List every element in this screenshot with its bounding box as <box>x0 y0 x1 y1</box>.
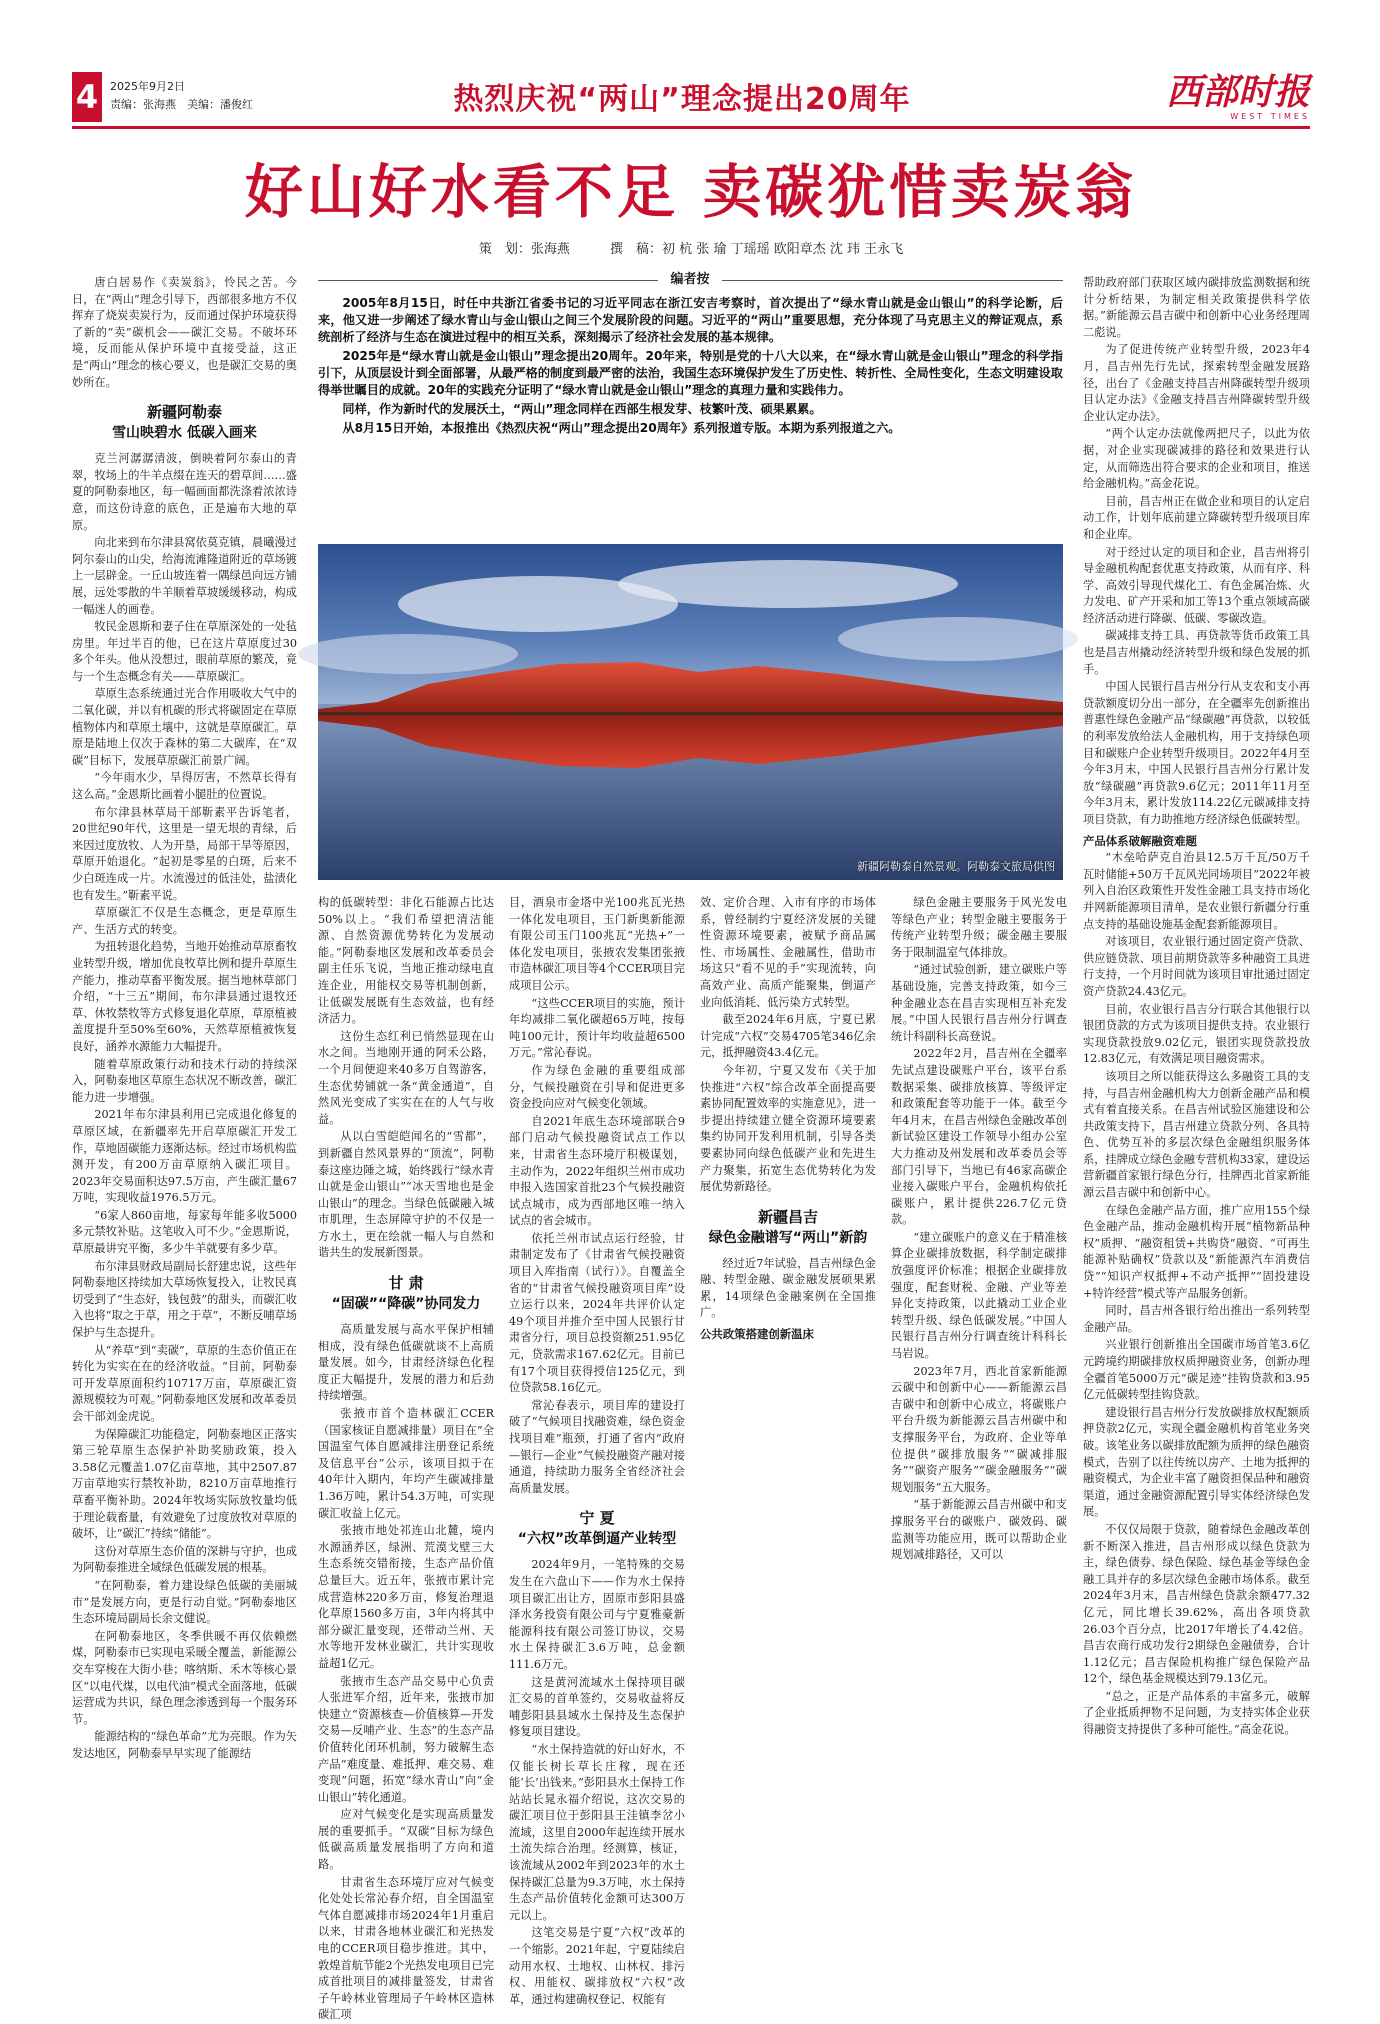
page-header <box>72 72 1310 124</box>
masthead-english: WEST TIMES <box>1230 112 1310 121</box>
body-paragraph: 随着草原政策行动和技术行动的持续深入，阿勒泰地区草原生态状况不断改善，碳汇能力进一步增强。 <box>72 1057 297 1104</box>
body-paragraph: “在阿勒泰，着力建设绿色低碳的美丽城市”是发展方向，更是行动自觉。”阿勒泰地区生态环境局副局长余文健说。 <box>72 1578 297 1626</box>
body-paragraph: “水土保持造就的好山好水，不仅能长树长草长庄稼，现在还能‘长’出钱来。”彭阳县水土保持工作站站长晁永福介绍说，这次交易的碳汇项目位于彭阳县王洼镇李岔小流域，这里自2000年起连续开展水土流失综合治理。经测算，核证，该流域从2002年到2023年的水土保持碳汇总量为9.3万吨，水土保持生态产品价值转化金额可达300万元以上。 <box>509 1742 685 1922</box>
body-paragraph: “两个认定办法就像两把尺子，以此为依据，对企业实现碳减排的路径和效果进行认定，从而筛选出符合要求的企业和项目，推送给金融机构。”高金花说。 <box>1083 427 1310 491</box>
body-paragraph: 依托兰州市试点运行经验，甘肃制定发布了《甘肃省气候投融资项目入库指南（试行）》。自覆盖全省的“甘肃省气候投融资项目库”设立运行以来，2024年共评价认定49个项目并推介至中国人民银行甘肃省分行，项目总投资额251.95亿元，贷款需求167.62亿元。目前已有17个项目获得授信125亿元，到位贷款58.16亿元。 <box>509 1231 685 1395</box>
body-paragraph: 经过近7年试验，昌吉州绿色金融、转型金融、碳金融发展硕果累累，14项绿色金融案例在全国推广。 <box>700 1256 876 1320</box>
issue-meta <box>110 78 253 114</box>
body-paragraph: 草原生态系统通过光合作用吸收大气中的二氧化碳，并以有机碳的形式将碳固定在草原植物体内和草原土壤中，这就是草原碳汇。草原是陆地上仅次于森林的第二大碳库，在“双碳”目标下，发展草原碳汇前景广阔。 <box>72 687 297 767</box>
section-heading-changji <box>700 1206 876 1248</box>
body-paragraph: “6家人860亩地，每家每年能多收5000多元禁牧补贴。这笔收入可不少。”金恩斯说，草原最讲究平衡，多少牛羊就要有多少草。 <box>72 1208 297 1256</box>
section-heading-altay <box>72 401 297 443</box>
body-paragraph: 帮助政府部门获取区域内碳排放监测数据和统计分析结果，为制定相关政策提供科学依据。”新能源云昌吉碳中和创新中心业务经理周二彪说。 <box>1083 276 1310 339</box>
body-paragraph: 效、定价合理、入市有序的市场体系，曾经制约宁夏经济发展的关键性资源环境要素，被赋予商品属性、市场属性、金融属性，借助市场这只“看不见的手”实现流转，向高效产业、高质产能聚集，倒逼产业向低消耗、低污染方式转型。 <box>700 896 876 1009</box>
main-headline: 好山好水看不足 卖碳犹惜卖炭翁 <box>244 158 1138 226</box>
body-paragraph: 这笔交易是宁夏“六权”改革的一个缩影。2021年起，宁夏陆续启动用水权、土地权、山林权、排污权、用能权、碳排放权“六权”改革，通过构建确权登记、权能有 <box>509 1926 685 2006</box>
body-paragraph: 中国人民银行昌吉州分行从支农和支小再贷款额度切分出一部分，在全疆率先创新推出普惠性绿色金融产品“绿碳融”再贷款，以较低的利率发放给法人金融机构，用于支持绿色项目和碳账户企业转型升级项目。2022年4月至今年3月末，中国人民银行昌吉州分行累计发放“绿碳融”再贷款9.6亿元；2011年11月至今年3月末，累计发放114.22亿元碳减排支持项目贷款，有力助推地方经济绿色低碳转型。 <box>1083 680 1310 826</box>
editors-credit: 责编：张海燕 美编：潘俊红 <box>110 98 253 111</box>
body-paragraph: “今年雨水少，旱得厉害，不然草长得有这么高。”金恩斯比画着小腿肚的位置说。 <box>72 771 297 802</box>
issue-date: 2025年9月2日 <box>110 80 185 93</box>
body-paragraph: 从“养草”到“卖碳”，草原的生态价值正在转化为实实在在的经济收益。“目前，阿勒泰可开发草原面积约10717万亩，草原碳汇资源规模较为可观。”阿勒泰地区发展和改革委员会干部刘金虎说。 <box>72 1343 297 1423</box>
section-region: 宁 夏 <box>579 1509 615 1528</box>
editor-note-paragraph: 2005年8月15日，时任中共浙江省委书记的习近平同志在浙江安吉考察时，首次提出了“绿水青山就是金山银山”的科学论断，后来，他又进一步阐述了绿水青山与金山银山之间三个发展阶段的问题。习近平的“两山”重要思想，充分体现了马克思主义的辩证观点，系统剖析了经济与生态在演进过程中的相互关系，深刻揭示了经济社会发展的基本规律。 <box>318 296 1063 344</box>
body-paragraph: 为保障碳汇功能稳定，阿勒泰地区正落实第三轮草原生态保护补助奖励政策，投入3.58亿元覆盖1.07亿亩草地，其中2507.87万亩草地实行禁牧补助，8210万亩草地推行草畜平衡补助。2024年牧场实际放牧量均低于理论载畜量，有效避免了过度放牧对草原的破坏，让“碳汇”持续“储能”。 <box>72 1427 297 1541</box>
body-paragraph: 张掖市地处祁连山北麓，境内水源涵养区，绿洲、荒漠戈壁三大生态系统交错衔接，生态产品价值总量巨大。近五年，张掖市累计完成营造林220多万亩，修复治理退化草原1560多万亩，3年内将其中部分碳汇量变现，还带动兰州、天水等地开发林业碳汇，共计实现收益超1亿元。 <box>318 1524 494 1670</box>
body-paragraph: 对该项目，农业银行通过固定资产贷款、供应链贷款、项目前期贷款等多种融资工具进行支持，一个月时间就为该项目审批通过固定资产贷款24.43亿元。 <box>1083 935 1310 998</box>
masthead-logo <box>1166 72 1310 121</box>
minor-heading: 产品体系破解融资难题 <box>1083 833 1197 848</box>
body-paragraph: 布尔津县财政局副局长舒建忠说，这些年阿勒泰地区持续加大草场恢复投入，让牧民真切受到了“生态好，钱包鼓”的甜头，而碳汇收入也将“取之于草，用之于草”，不断反哺草场保护与生态提升。 <box>72 1259 297 1340</box>
body-paragraph: 常沁春表示，项目库的建设打破了“气候项目找融资难，绿色资金找项目难”瓶颈，打通了省内“政府—银行—企业”气候投融资产融对接通道，持续助力服务全省经济社会高质量发展。 <box>509 1398 685 1495</box>
page-number: 4 <box>72 72 102 122</box>
section-region: 新疆昌吉 <box>757 1207 818 1226</box>
body-paragraph: 同时，昌吉州各银行给出推出一系列转型金融产品。 <box>1083 1304 1310 1334</box>
header-divider <box>72 126 1310 129</box>
section-region: 新疆阿勒泰 <box>146 403 222 422</box>
body-paragraph: 目前，昌吉州正在做企业和项目的认定启动工作，计划年底前建立降碳转型升级项目库和企业库。 <box>1083 494 1310 541</box>
article-column-6 <box>1083 275 1310 1885</box>
editor-note-paragraph: 从8月15日开始，本报推出《热烈庆祝“两山”理念提出20周年》系列报道专版。本期为系列报道之六。 <box>342 421 901 435</box>
body-paragraph: 2024年9月，一笔特殊的交易发生在六盘山下——作为水土保持项目碳汇出让方，固原市彭阳县盛泽水务投资有限公司与宁夏雅豪新能源科技有限公司签订协议，交易水土保持碳汇3.6万吨，总金额111.6万元。 <box>509 1558 685 1671</box>
article-column-1 <box>72 275 297 1885</box>
body-paragraph: 目前，农业银行昌吉分行联合其他银行以银团贷款的方式为该项目提供支持。农业银行实现贷款投放9.02亿元，银团实现贷款投放12.83亿元，有效满足项目融资需求。 <box>1083 1002 1310 1066</box>
section-region: 甘 肃 <box>388 1274 424 1293</box>
body-paragraph: “通过试验创新，建立碳账户等基础设施，完善支持政策，如今三种金融业态在昌吉实现相互补充发展。”中国人民银行昌吉州分行调查统计科副科长高登说。 <box>891 963 1067 1043</box>
body-paragraph: 草原碳汇不仅是生态概念，更是草原生产、生活方式的转变。 <box>72 906 297 936</box>
article-column-3 <box>509 895 685 2006</box>
section-title: “六权”改革倒逼产业转型 <box>517 1531 677 1548</box>
landscape-photo <box>318 544 1063 880</box>
body-paragraph: “基于新能源云昌吉州碳中和支撑服务平台的碳账户、碳效码、碳监测等功能应用，既可以帮助企业规划减排路径，又可以 <box>891 1498 1067 1562</box>
section-heading-gansu <box>318 1272 494 1314</box>
body-paragraph: 从以白雪皑皑闻名的“雪都”，到新疆自然风景界的“顶流”，阿勒泰这座边陲之城，始终践行“绿水青山就是金山银山”“冰天雪地也是金山银山”的理念。当绿色低碳融入城市肌理，生态屏障守护的不仅是一方水土，更在绘就一幅人与自然和谐共生的发展新图景。 <box>318 1130 494 1260</box>
body-paragraph: 为了促进传统产业转型升级，2023年4月，昌吉州先行先试，探索转型金融发展路径，出台了《金融支持昌吉州降碳转型升级项目认定办法》《金融支持昌吉州降碳转型升级企业认定办法》。 <box>1083 343 1310 423</box>
article-column-2 <box>318 895 494 2022</box>
body-paragraph: 今年初，宁夏又发布《关于加快推进“六权”综合改革全面提高要素协同配置效率的实施意见》，进一步提出持续建立健全资源环境要素集约协同开发利用机制，引导各类要素协同向绿色低碳产业和先进生产力聚集，拓宽生态优势转化为发展优势新路径。 <box>700 1063 876 1194</box>
body-paragraph: 克兰河潺潺清波，倒映着阿尔泰山的青翠，牧场上的牛羊点缀在连天的碧草间……盛夏的阿勒泰地区，每一幅画面都洗涤着浓浓诗意，而这份诗意的底色，正是遍布大地的草原。 <box>72 452 297 532</box>
body-paragraph: 对于经过认定的项目和企业，昌吉州将引导金融机构配套优惠支持政策，从而有序、科学、高效引导现代煤化工、有色金属冶炼、火力发电、矿产开采和加工等13个重点领域高碳经济活动进行降碳、低碳、零碳改造。 <box>1083 545 1310 625</box>
body-paragraph: 碳减排支持工具、再贷款等货币政策工具也是昌吉州撬动经济转型升级和绿色发展的抓手。 <box>1083 629 1310 676</box>
body-paragraph: “总之，正是产品体系的丰富多元，破解了企业抵质押物不足问题，为支持实体企业获得融资支持提供了多种可能性。”高金花说。 <box>1083 1689 1310 1737</box>
body-paragraph: 自2021年底生态环境部联合9部门启动气候投融资试点工作以来，甘肃省生态环境厅积极谋划，主动作为，2022年组织兰州市成功申报入选国家首批23个气候投融资试点城市，成为西部地区唯一纳入试点的省会城市。 <box>509 1114 685 1228</box>
body-paragraph: 建设银行昌吉州分行发放碳排放权配额质押贷款2亿元，实现全疆金融机构首笔业务突破。该笔业务以碳排放配额为质押的绿色融资模式，告别了以往传统以房产、土地为抵押的融资模式，为企业丰富了融资担保品种和融资渠道，通过金融资源配置引导实体经济绿色发展。 <box>1083 1405 1310 1519</box>
body-paragraph: 截至2024年6月底，宁夏已累计完成“六权”交易4705笔346亿余元，抵押融资43.4亿元。 <box>700 1013 876 1060</box>
body-paragraph: 高质量发展与高水平保护相辅相成，没有绿色低碳就谈不上高质量发展。如今，甘肃经济绿色化程度正大幅提升，发展的潜力和后劲持续增强。 <box>318 1323 494 1403</box>
body-paragraph: 这份生态红利已悄然显现在山水之间。当地刚开通的阿禾公路，一个月间便迎来40多万自驾游客，生态优势铺就一条“黄金通道”，自然风光变成了实实在在的人气与收益。 <box>318 1029 494 1126</box>
body-paragraph: 2023年7月，西北首家新能源云碳中和创新中心——新能源云昌吉碳中和创新中心成立，将碳账户平台升级为新能源云昌吉州碳中和支撑服务平台，为政府、企业等单位提供“碳排放服务”“碳减排服务”“碳资产服务”“碳金融服务”“碳规划服务”五大服务。 <box>891 1364 1067 1494</box>
body-paragraph: 作为绿色金融的重要组成部分，气候投融资在引导和促进更多资金投向应对气候变化领域。 <box>509 1063 685 1111</box>
body-paragraph: 该项目之所以能获得这么多融资工具的支持，与昌吉州金融机构大力创新金融产品和模式有着直接关系。在昌吉州试验区施建设和公共政策支持下，昌吉州建立贷款分列、各具特色、优势互补的多层次绿色金融组织服务体系，挂牌成立绿色金融专营机构33家，建设运营新疆首家银行绿色分行，挂牌西北首家新能源云昌吉碳中和创新中心。 <box>1083 1069 1310 1200</box>
section-title: “固碳”“降碳”协同发力 <box>331 1296 481 1313</box>
body-paragraph: 牧民金恩斯和妻子住在草原深处的一处毡房里。年过半百的他，已在这片草原度过30多个年头。他从没想过，眼前草原的繁茂，竟与一个生态概念有关——草原碳汇。 <box>72 620 297 683</box>
editor-note-paragraph: 2025年是“绿水青山就是金山银山”理念提出20周年。20年来，特别是党的十八大以来，在“绿水青山就是金山银山”理念的科学指引下，从顶层设计到全面部署，从最严格的制度到最严密的法治，我国生态环境保护发生了历史性、转折性、全局性变化，生态文明建设取得举世瞩目的成就。20年的实践充分证明了“绿水青山就是金山银山”理念的真理力量和实践伟力。 <box>318 349 1063 397</box>
editor-note-label: 编者按 <box>658 270 722 290</box>
body-paragraph: 2021年布尔津县利用已完成退化修复的草原区域，在新疆率先开启草原碳汇开发工作，草地固碳能力逐渐达标。经过市场机构监测开发，有200万亩草原纳入碳汇项目。2023年交易面积达97.5万亩，产生碳汇量67万吨，实现收益1976.5万元。 <box>72 1108 297 1205</box>
editor-note <box>318 280 1063 530</box>
body-paragraph: 应对气候变化是实现高质量发展的重要抓手。“双碳”目标为绿色低碳高质量发展指明了方向和道路。 <box>318 1808 494 1872</box>
masthead-title: 西部时报 <box>1165 71 1310 113</box>
body-paragraph: 不仅仅局限于贷款，随着绿色金融改革创新不断深入推进，昌吉州形成以绿色贷款为主，绿色债券、绿色保险、绿色基金等绿色金融工具并存的多层次绿色金融市场体系。截至2024年3月末，昌吉州绿色贷款余额477.32亿元，同比增长39.62%，高出各项贷款26.03个百分点，比2017年增长了4.42倍。昌吉农商行成功发行2期绿色金融债券，合计1.12亿元；昌吉保险机构推广绿色保险产品12个，绿色基金规模达到79.13亿元。 <box>1083 1522 1310 1686</box>
byline-writers: 撰 稿：初 杭 张 瑜 丁瑶瑶 欧阳章杰 沈 玮 王永飞 <box>610 242 904 257</box>
body-paragraph: 张掖市生态产品交易中心负责人张进军介绍，近年来，张掖市加快建立“资源核查—价值核算—开发交易—反哺产业、生态”的生态产品价值转化闭环机制，努力破解生态产品“难度量、难抵押、难交易、难变现”问题，拓宽“绿水青山”向“金山银山”转化通道。 <box>318 1674 494 1804</box>
body-paragraph: 2022年2月，昌吉州在全疆率先试点建设碳账户平台，该平台系数据采集、碳排放核算、等级评定和政策配套等功能于一体。截至今年4月末，在昌吉州绿色金融改革创新试验区建设工作领导小组办公室大力推动及州发展和改革委员会等部门引导下，当地已有46家高碳企业接入碳账户平台，金融机构依托碳账户，累计提供226.7亿元贷款。 <box>891 1047 1067 1227</box>
body-paragraph: “建立碳账户的意义在于精准核算企业碳排放数据，科学制定碳排放强度评价标准；根据企业碳排放强度，配套财税、金融、产业等差异化支持政策，以此撬动工业企业转型升级、绿色低碳发展。”中国人民银行昌吉州分行调查统计科科长马岩说。 <box>891 1230 1067 1361</box>
byline <box>72 238 1310 257</box>
body-paragraph: 这是黄河流域水土保持项目碳汇交易的首单签约，交易收益将反哺彭阳县县域水土保持及生态保护修复项目建设。 <box>509 1675 685 1739</box>
body-paragraph: “这些CCER项目的实施，预计年均减排二氧化碳超65万吨，按每吨100元计，预计年均收益超6500万元。”常沁春说。 <box>509 996 685 1060</box>
editor-note-paragraph: 同样，作为新时代的发展沃土，“两山”理念同样在西部生根发芽、枝繁叶茂、硕果累累。 <box>342 402 822 416</box>
article-column-5 <box>891 895 1067 1885</box>
body-paragraph: 兴业银行创新推出全国碳市场首笔3.6亿元跨境约期碳排放权质押融资业务，创新办理全疆首笔5000万元“碳足迹”挂钩贷款和3.95亿元低碳转型挂钩贷款。 <box>1083 1338 1310 1402</box>
article-column-4 <box>700 895 876 1885</box>
section-title: 雪山映碧水 低碳入画来 <box>112 425 257 442</box>
body-paragraph: 在阿勒泰地区，冬季供暖不再仅依赖燃煤，阿勒泰市已实现电采暖全覆盖，新能源公交车穿梭在大街小巷；喀纳斯、禾木等核心景区“以电代煤，以电代油”模式全面落地，低碳运营成为共识，绿色理念渗透到每一个服务环节。 <box>72 1629 297 1726</box>
body-paragraph: 布尔津县林草局干部靳素平告诉笔者，20世纪90年代，这里是一望无垠的青绿，后来因过度放牧、人为开垦，局部干旱等原因，草原开始退化。“起初是零星的白斑，后来不少白斑连成一片。水流漫过的低洼处，盐渍化也有发生。”靳素平说。 <box>72 805 297 902</box>
body-paragraph: 为扭转退化趋势，当地开始推动草原畜牧业转型升级，增加优良牧草比例和提升草原生产能力，推动草畜平衡发展。据当地林草部门介绍，“十三五”期间，布尔津县通过退牧还草、休牧禁牧等方式修复退化草原，草原植被盖度提升至50%至60%，天然草原植被恢复良好，涵养水源能力大幅提升。 <box>72 940 297 1053</box>
body-paragraph: 构的低碳转型：非化石能源占比达50%以上。“我们希望把清洁能源、自然资源优势转化为发展动能。”阿勒泰地区发展和改革委员会副主任乐飞说，当地正推动绿电直连企业，用能权交易等机制创新，让低碳发展既有生态效益，也有经济活力。 <box>318 896 494 1026</box>
minor-heading: 公共政策搭建创新温床 <box>700 1327 814 1342</box>
body-paragraph: 甘肃省生态环境厅应对气候变化处处长常沁春介绍，自全国温室气体自愿减排市场2024年1月重启以来，甘肃各地林业碳汇和光热发电的CCER项目稳步推进。其中，敦煌首航节能2个光热发电项目已完成首批项目的减排量签发，甘肃省子午岭林业管理局子午岭林区造林碳汇项 <box>318 1875 494 2022</box>
photo-caption: 新疆阿勒泰自然景观。阿勒泰文旅局供图 <box>857 860 1055 873</box>
body-paragraph: 目，酒泉市金塔中光100兆瓦光热一体化发电项目，玉门新奥新能源有限公司玉门100兆瓦“光热+”一体化发电项目，张掖农发集团张掖市造林碳汇项目等4个CCER项目完成项目公示。 <box>509 896 685 992</box>
red-cliffs-reflection-image <box>318 544 1063 880</box>
body-paragraph: “木垒哈萨克自治县12.5万千瓦/50万千瓦时储能+50万千瓦风光同场项目”2022年被列入自治区政策性开发性金融工具支持市场化并网新能源项目清单，是农业银行新疆分行重点支持的基础设施基金配套新能源项目。 <box>1083 851 1310 931</box>
body-paragraph: 在绿色金融产品方面，推广应用155个绿色金融产品，推动金融机构开展“植物新品种权”质押、“融资租赁+共购贷”融资、“可再生能源补贴确权”贷款以及“新能源汽车消费信贷”“知识产权抵押+不动产抵押”“固投建设+特许经营”模式等产品服务创新。 <box>1083 1203 1310 1300</box>
section-heading-ningxia <box>509 1507 685 1549</box>
byline-planning: 策 划：张海燕 <box>478 242 570 257</box>
series-banner: 热烈庆祝“两山”理念提出20周年 <box>453 82 911 117</box>
body-paragraph: 绿色金融主要服务于风光发电等绿色产业；转型金融主要服务于传统产业转型升级；碳金融主要服务于限制温室气体排放。 <box>891 896 1067 959</box>
body-paragraph: 这份对草原生态价值的深耕与守护，也成为阿勒泰推进全域绿色低碳发展的根基。 <box>72 1544 297 1575</box>
body-paragraph: 张掖市首个造林碳汇CCER（国家核证自愿减排量）项目在“全国温室气体自愿减排注册登记系统及信息平台”公示，该项目拟于在40年计入期内，年均产生碳减排量1.36万吨，累计54.3万吨，可实现碳汇收益上亿元。 <box>318 1407 494 1520</box>
body-paragraph: 向北来到布尔津县窝依莫克镇，晨曦漫过阿尔泰山的山尖，给海流滩隆道附近的草场镀上一层辟金。一丘山坡连着一隅绿邑向远方铺展，远处零散的牛羊顺着草坡缓缓移动，构成一幅迷人的画卷。 <box>72 536 297 616</box>
section-title: 绿色金融谱写“两山”新韵 <box>708 1229 868 1246</box>
body-paragraph: 能源结构的“绿色革命”尤为亮眼。作为矢发达地区，阿勒泰早早实现了能源结 <box>72 1730 297 1760</box>
intro-paragraph: 唐白居易作《卖炭翁》，怜民之苦。今日，在“两山”理念引导下，西部很多地方不仅挥弃了烧炭卖炭行为，反而通过保护环境获得了新的“卖”碳机会——碳汇交易。不破坏环境，反而能从保护环境中直接受益，这正是“两山”理念的核心要义，也是碳汇交易的奥妙所在。 <box>72 276 297 389</box>
